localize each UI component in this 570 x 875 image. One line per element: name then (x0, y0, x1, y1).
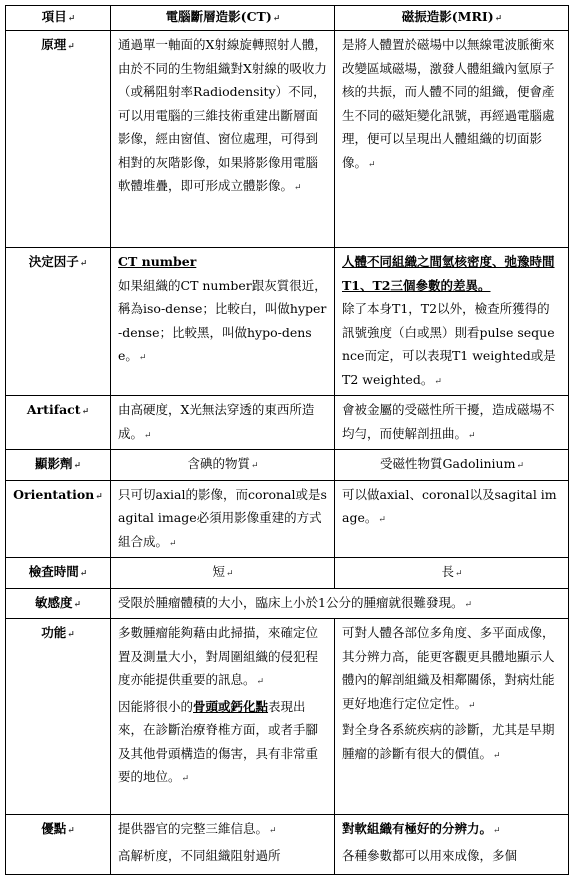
principle-mri (335, 31, 569, 248)
row-advantage (6, 815, 569, 875)
principle-mri-text: 是將人體置於磁場中以無線電波脈衝來改變區域磁場，激發人體組織內氫原子核的共振，而人體不同的組織，便會產生不同的磁矩變化訊號，再經過電腦處理，便可以呈現出人體組織的切面影像。 (342, 37, 555, 170)
artifact-ct (111, 396, 335, 450)
label-artifact (6, 396, 111, 450)
label-artifact-text: Artifact (26, 402, 81, 417)
para-mark: ↵ (67, 826, 75, 836)
artifact-ct-text: 由高硬度，X光無法穿透的東西所造成。 (118, 402, 315, 441)
para-mark: ↵ (464, 599, 473, 610)
contrast-mri (335, 450, 569, 481)
factor-mri-text: 除了本身T1，T2以外，檢查所獲得的訊號強度（白或黑）則看pulse sequence而定，可以表現T1 weighted或是T2 weighted。 (342, 301, 556, 387)
row-function (6, 619, 569, 815)
para-mark: ↵ (67, 630, 75, 640)
time-mri (335, 558, 569, 589)
function-mri (335, 619, 569, 815)
advantage-ct-para1 (118, 817, 328, 844)
header-ct (111, 6, 335, 31)
label-sensitivity (6, 588, 111, 619)
function-ct-para1 (118, 621, 328, 695)
header-mri (335, 6, 569, 31)
artifact-mri (335, 396, 569, 450)
function-mri-p1-text: 可對人體各部位多角度、多平面成像，其分辨力高，能更客觀更具體地顯示人體內的解剖組織及相鄰關係，對病灶能更好地進行定位定性。 (342, 625, 555, 711)
para-mark: ↵ (73, 461, 82, 471)
function-mri-para1 (342, 621, 562, 718)
principle-ct (111, 31, 335, 248)
para-mark: ↵ (169, 538, 177, 549)
factor-ct-heading: CT number (118, 254, 197, 269)
para-mark: ↵ (225, 569, 234, 579)
time-mri-text: 長 (441, 564, 454, 579)
label-sensitivity-text: 敏感度 (34, 594, 73, 610)
para-mark: ↵ (378, 515, 386, 525)
time-ct (111, 558, 335, 589)
advantage-mri-para1 (342, 817, 562, 844)
para-mark: ↵ (294, 183, 302, 193)
advantage-ct (111, 815, 335, 875)
para-mark: ↵ (269, 826, 277, 836)
function-ct-p2a: 因能將很小的 (118, 698, 194, 714)
orientation-ct (111, 480, 335, 558)
label-advantage-text: 優點 (41, 821, 67, 836)
label-factor-text: 決定因子 (28, 254, 79, 269)
principle-ct-text: 通過單一軸面的X射線旋轉照射人體，由於不同的生物組織對X射線的吸收力（或稱阻射率Radiodensity）不同，可以用電腦的三維技術重建出斷層面影像，經由窗值、窗位處理，可得到相對的灰階影像，如果將影像用電腦軟體堆疊，即可形成立體影像。 (118, 37, 327, 193)
function-mri-para2 (342, 718, 562, 768)
para-mark: ↵ (81, 407, 90, 417)
para-mark: ↵ (454, 569, 463, 579)
para-mark: ↵ (468, 430, 476, 441)
function-ct-p2b: 骨頭或鈣化點 (193, 698, 269, 714)
row-orientation (6, 480, 569, 558)
contrast-mri-text: 受磁性物質Gadolinium (380, 456, 516, 471)
function-ct-p1-text: 多數腫瘤能夠藉由此掃描，來確定位置及測量大小，對周圍組織的侵犯程度亦能提供重要的訊息。 (118, 625, 319, 687)
label-orientation (6, 480, 111, 558)
advantage-ct-para2 (118, 844, 328, 868)
ct-mri-comparison-table (5, 5, 569, 875)
factor-ct-text: 如果組織的CT number跟灰質很近，稱為iso-dense；比較白，叫做hyper-dense；比較黑，叫做hypo-dense。 (118, 277, 327, 363)
header-item-text: 項目 (41, 9, 67, 24)
para-mark: ↵ (256, 677, 265, 687)
function-ct-p2c: 表現出來，在診斷治療脊椎方面，或者手腳及其他骨頭構造的傷害，具有非常重要的地位。 (118, 698, 319, 784)
row-principle (6, 31, 569, 248)
label-function-text: 功能 (41, 625, 67, 640)
factor-ct (111, 248, 335, 396)
advantage-mri-heading: 對軟組織有極好的分辨力。 (342, 821, 493, 836)
para-mark: ↵ (493, 826, 501, 836)
function-mri-p2-text: 對全身各系統疾病的診斷，尤其是早期腫瘤的診斷有很大的價值。 (342, 722, 555, 761)
row-factor (6, 248, 569, 396)
para-mark: ↵ (79, 259, 88, 269)
para-mark: ↵ (181, 774, 190, 784)
sensitivity-text-cell (111, 588, 569, 619)
advantage-ct-p2-text: 高解析度，不同組織阻射過所 (118, 847, 281, 863)
para-mark: ↵ (95, 491, 103, 502)
orientation-mri (335, 480, 569, 558)
para-mark: ↵ (67, 14, 76, 24)
para-mark: ↵ (434, 376, 442, 387)
label-time-text: 檢查時間 (28, 564, 79, 579)
label-advantage (6, 815, 111, 875)
para-mark: ↵ (468, 700, 476, 711)
label-orientation-text: Orientation (13, 486, 95, 502)
para-mark: ↵ (144, 430, 152, 441)
label-contrast (6, 450, 111, 481)
advantage-mri (335, 815, 569, 875)
orientation-mri-text: 可以做axial、coronal以及sagital image。 (342, 486, 557, 525)
para-mark: ↵ (368, 159, 376, 170)
sensitivity-text: 受限於腫瘤體積的大小，臨床上小於1公分的腫瘤就很難發現。 (118, 594, 464, 610)
header-mri-text: 磁振造影(MRI) (401, 9, 494, 24)
row-sensitivity (6, 588, 569, 619)
header-ct-text: 電腦斷層造影(CT) (165, 9, 272, 24)
factor-mri (335, 248, 569, 396)
time-ct-text: 短 (212, 564, 225, 579)
function-ct (111, 619, 335, 815)
row-contrast (6, 450, 569, 481)
para-mark: ↵ (494, 14, 503, 24)
contrast-ct (111, 450, 335, 481)
para-mark: ↵ (493, 750, 501, 761)
label-function (6, 619, 111, 815)
para-mark: ↵ (138, 353, 147, 363)
para-mark: ↵ (67, 42, 75, 52)
para-mark: ↵ (272, 14, 281, 24)
function-ct-para2 (118, 695, 328, 792)
label-principle (6, 31, 111, 248)
label-time (6, 558, 111, 589)
para-mark: ↵ (250, 461, 259, 471)
advantage-mri-text: 各種參數都可以用來成像，多個 (342, 847, 518, 863)
orientation-ct-text: 只可切axial的影像，而coronal或是sagital image必須用影像重建的方式組合成。 (118, 486, 327, 549)
row-time (6, 558, 569, 589)
advantage-ct-p1-text: 提供器官的完整三維信息。 (118, 821, 269, 836)
para-mark: ↵ (73, 599, 82, 610)
label-principle-text: 原理 (41, 37, 67, 52)
artifact-mri-text: 會被金屬的受磁性所干擾，造成磁場不均勻，而使解剖扭曲。 (342, 402, 555, 441)
label-factor (6, 248, 111, 396)
para-mark: ↵ (79, 569, 88, 579)
header-item (6, 6, 111, 31)
contrast-ct-text: 含碘的物質 (187, 456, 250, 471)
row-artifact (6, 396, 569, 450)
advantage-mri-para2 (342, 844, 562, 868)
para-mark: ↵ (516, 461, 524, 471)
label-contrast-text: 顯影劑 (34, 456, 73, 471)
factor-mri-heading: 人體不同組織之間氫核密度、弛豫時間T1、T2三個參數的差異。 (342, 254, 555, 293)
header-row (6, 6, 569, 31)
